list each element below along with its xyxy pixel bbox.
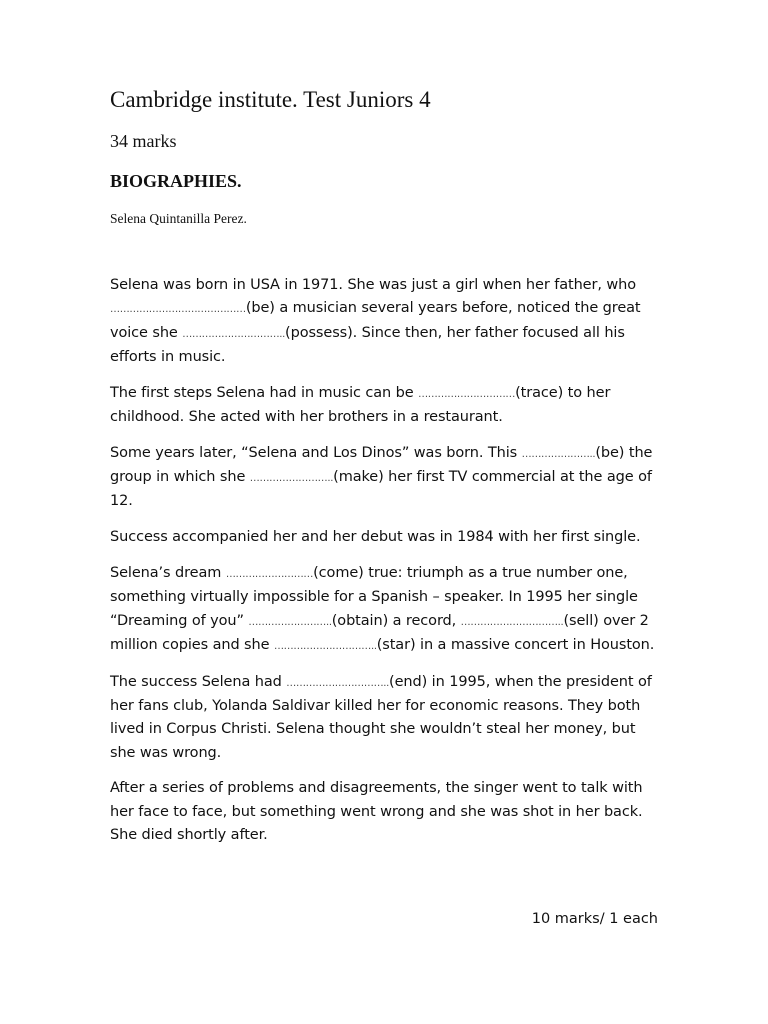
worksheet xyxy=(110,84,660,860)
page-title: Cambridge institute. Test Juniors 4 xyxy=(110,87,431,112)
paragraph-7 xyxy=(110,777,660,847)
text-segment: (be) a musician several years before, noticed the great voice she xyxy=(110,300,641,341)
section-heading: BIOGRAPHIES. xyxy=(110,171,242,191)
blank-4: ………………….. xyxy=(521,448,596,460)
biography-subject: Selena Quintanilla Perez. xyxy=(110,211,247,226)
blank-10: ………………………….. xyxy=(286,677,390,689)
text-segment: (end) in 1995, when the president of her fans club, Yolanda Saldivar killed her for economic reasons. They both lived in Corpus Christi. Selena thought she wouldn’t steal her money, but she was wrong. xyxy=(110,673,652,761)
blank-2: ………………………….. xyxy=(182,328,286,340)
text-segment: The success Selena had xyxy=(110,673,287,690)
text-segment: Selena was born in USA in 1971. She was just a girl when her father, who xyxy=(110,277,637,293)
paragraph-1 xyxy=(110,274,660,369)
section-marks: 10 marks/ 1 each xyxy=(531,911,658,927)
paragraph-3 xyxy=(110,442,660,514)
paragraph-4 xyxy=(110,526,660,549)
text-segment: (sell) over 2 million copies and she xyxy=(110,612,649,653)
text-segment: After a series of problems and disagreements, the singer went to talk with her face to face, but something went wrong and she was shot in her back. She died shortly after. xyxy=(110,780,643,843)
text-segment: (trace) to her childhood. She acted with her brothers in a restaurant. xyxy=(110,384,611,425)
biography-text xyxy=(110,274,660,847)
text-segment: Some years later, “Selena and Los Dinos” was born. This xyxy=(110,444,522,461)
text-segment: (come) true: triumph as a true number one, something virtually impossible for a Spanish – speaker. In 1995 her single “Dreaming of you” xyxy=(110,564,638,629)
blank-9: ………………………….. xyxy=(273,640,377,652)
text-segment: Success accompanied her and her debut was in 1984 with her first single. xyxy=(110,529,641,546)
blank-7: …………………….. xyxy=(248,616,332,628)
paragraph-5 xyxy=(110,562,660,658)
blank-6: ……………………… xyxy=(225,568,314,580)
blank-3: ………………………… xyxy=(418,388,516,400)
text-segment: Selena’s dream xyxy=(110,564,226,581)
blank-8: ………………………….. xyxy=(460,616,564,628)
text-segment: (star) in a massive concert in Houston. xyxy=(376,636,655,653)
paragraph-2 xyxy=(110,382,660,430)
text-segment: The first steps Selena had in music can be xyxy=(110,384,419,401)
total-marks: 34 marks xyxy=(110,131,177,151)
text-segment: (be) the group in which she xyxy=(110,444,653,486)
paragraph-6 xyxy=(110,671,660,765)
blank-5: …………………….. xyxy=(249,473,334,485)
text-segment: (possess). Since then, her father focused all his efforts in music. xyxy=(110,324,625,365)
text-segment: (make) her first TV commercial at the age of 12. xyxy=(110,469,652,510)
text-segment: (obtain) a record, xyxy=(331,612,461,629)
blank-1: …………………………………… xyxy=(110,304,246,316)
